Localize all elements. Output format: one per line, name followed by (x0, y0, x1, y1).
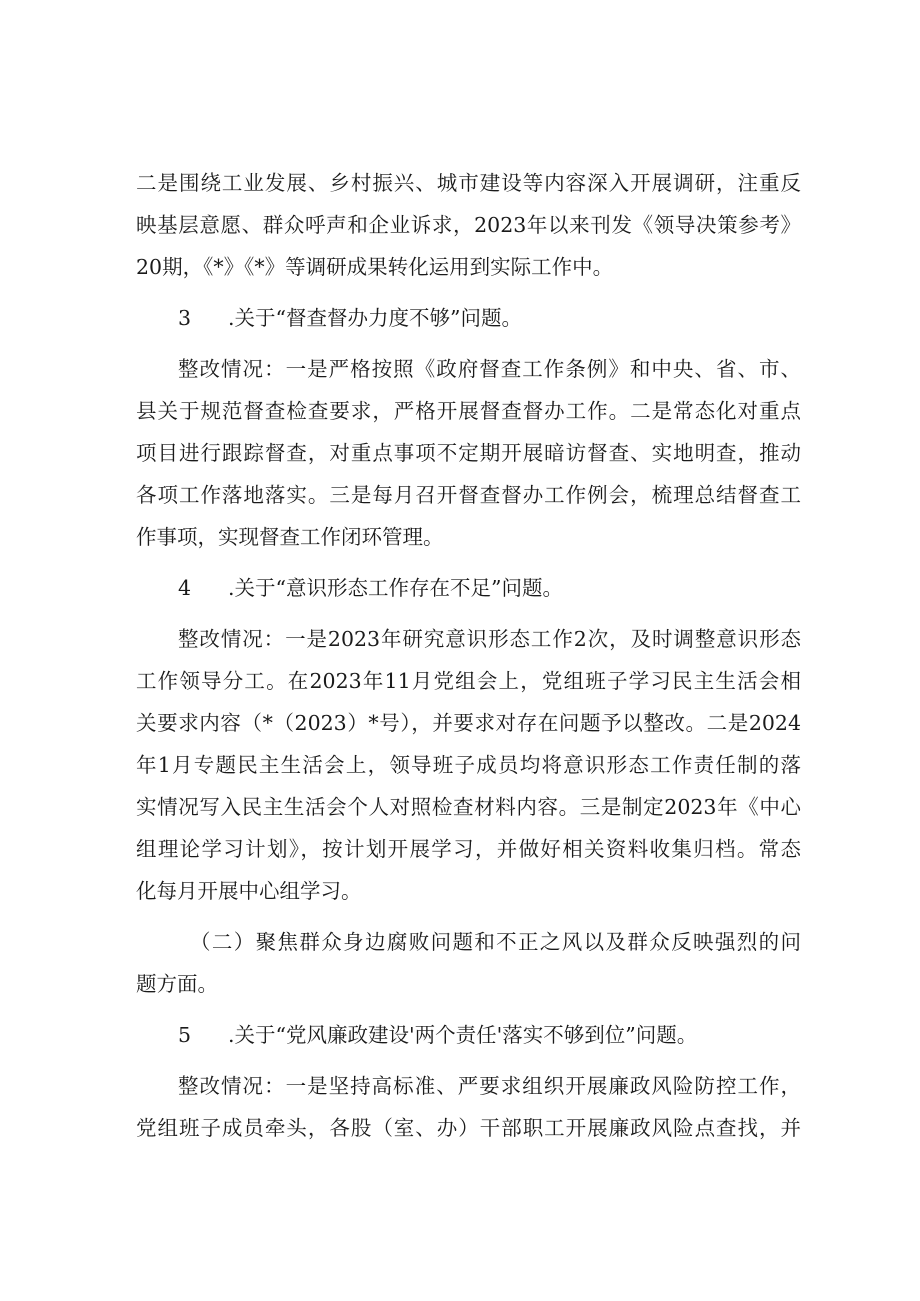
paragraph-line: 20期，《*》《*》等调研成果转化运用到实际工作中。 (136, 255, 614, 279)
paragraph-line: 映基层意愿、群众呼声和企业诉求，2023年以来刊发《领导决策参考》 (136, 213, 801, 237)
paragraph-line: 县关于规范督查检查要求，严格开展督查督办工作。二是常态化对重点 (136, 399, 801, 423)
paragraph-line: 各项工作落地落实。三是每月召开督查督办工作例会，梳理总结督查工 (136, 483, 801, 507)
section-title-line: 题方面。 (136, 972, 218, 996)
heading-text: .关于“党风廉政建设'两个责任'落实不够到位”问题。 (228, 1023, 698, 1047)
paragraph-line: 整改情况：一是严格按照《政府督查工作条例》和中央、省、市、 (178, 357, 801, 381)
section-title-line: （二）聚焦群众身边腐败问题和不正之风以及群众反映强烈的问 (190, 930, 801, 954)
paragraph-line: 关要求内容（*（2023）*号），并要求对存在问题予以整改。二是2024 (136, 711, 801, 735)
paragraph-line: 项目进行跟踪督查，对重点事项不定期开展暗访督查、实地明查，推动 (136, 441, 801, 465)
paragraph-line: 实情况写入民主生活会个人对照检查材料内容。三是制定2023年《中心 (136, 795, 801, 819)
paragraph-line: 党组班子成员牵头，各股（室、办）干部职工开展廉政风险点查找，并 (136, 1116, 801, 1140)
section-heading-5 (178, 1020, 697, 1050)
paragraph-line: 年1月专题民主生活会上，领导班子成员均将意识形态工作责任制的落 (136, 753, 801, 777)
section-heading-3 (178, 303, 522, 333)
heading-text: .关于“意识形态工作存在不足”问题。 (228, 576, 563, 600)
heading-number: 3 (178, 306, 192, 330)
paragraph-line: 化每月开展中心组学习。 (136, 879, 362, 903)
paragraph-line: 二是围绕工业发展、乡村振兴、城市建设等内容深入开展调研，注重反 (136, 171, 801, 195)
section-heading-4 (178, 573, 563, 603)
paragraph-line: 整改情况：一是2023年研究意识形态工作2次，及时调整意识形态 (178, 627, 801, 651)
paragraph-line: 整改情况：一是坚持高标准、严要求组织开展廉政风险防控工作， (178, 1074, 801, 1098)
paragraph-line: 作事项，实现督查工作闭环管理。 (136, 525, 444, 549)
heading-number: 4 (178, 576, 192, 600)
heading-number: 5 (178, 1023, 192, 1047)
paragraph-line: 组理论学习计划》，按计划开展学习，并做好相关资料收集归档。常态 (136, 837, 801, 861)
heading-text: .关于“督查督办力度不够”问题。 (228, 306, 522, 330)
paragraph-line: 工作领导分工。在2023年11月党组会上，党组班子学习民主生活会相 (136, 669, 801, 693)
